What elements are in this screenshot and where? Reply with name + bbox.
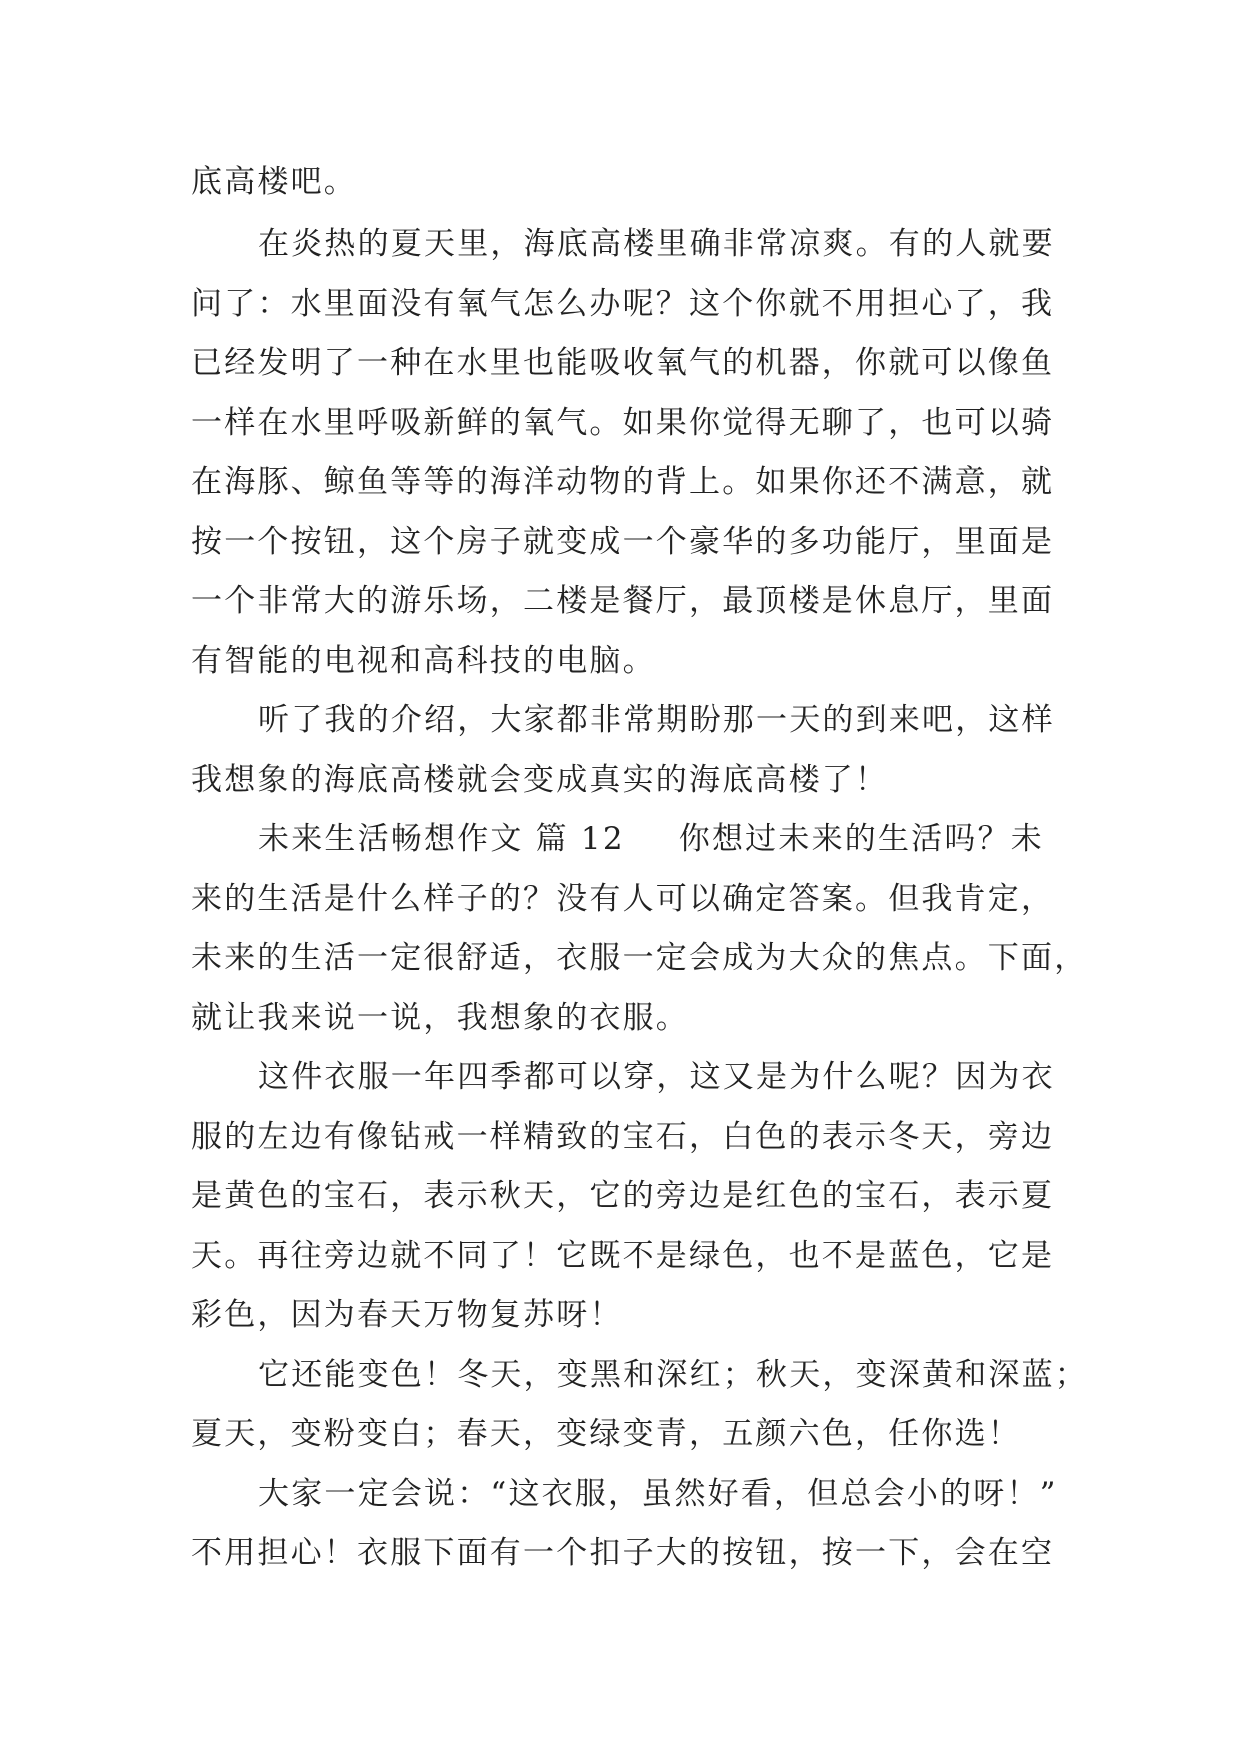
paragraph-first-line: 大家一定会说：“这衣服，虽然好看，但总会小的呀！”	[258, 1476, 1058, 1512]
text-line: 按一个按钮，这个房子就变成一个豪华的多功能厅，里面是	[191, 524, 1055, 560]
text-line: 就让我来说一说，我想象的衣服。	[191, 1000, 689, 1036]
text-line: 是黄色的宝石，表示秋天，它的旁边是红色的宝石，表示夏	[191, 1178, 1055, 1214]
text-line: 夏天，变粉变白；春天，变绿变青，五颜六色，任你选！	[191, 1416, 1021, 1452]
text-line: 未来的生活一定很舒适，衣服一定会成为大众的焦点。下面，	[191, 940, 1088, 976]
text-line: 已经发明了一种在水里也能吸收氧气的机器，你就可以像鱼	[191, 345, 1055, 381]
paragraph-first-segment: 你想过未来的生活吗？未	[678, 821, 1044, 857]
text-line: 底高楼吧。	[191, 164, 357, 200]
text-line: 我想象的海底高楼就会变成真实的海底高楼了！	[191, 762, 889, 798]
text-line: 在海豚、鲸鱼等等的海洋动物的背上。如果你还不满意，就	[191, 464, 1055, 500]
text-line: 彩色，因为春天万物复苏呀！	[191, 1297, 623, 1333]
section-heading-line	[258, 819, 1044, 859]
text-line: 天。再往旁边就不同了！它既不是绿色，也不是蓝色，它是	[191, 1238, 1055, 1274]
text-line: 一样在水里呼吸新鲜的氧气。如果你觉得无聊了，也可以骑	[191, 405, 1055, 441]
text-line: 一个非常大的游乐场，二楼是餐厅，最顶楼是休息厅，里面	[191, 583, 1055, 619]
text-line: 问了：水里面没有氧气怎么办呢？这个你就不用担心了，我	[191, 286, 1055, 322]
paragraph-first-line: 它还能变色！冬天，变黑和深红；秋天，变深黄和深蓝；	[258, 1357, 1088, 1393]
section-heading: 未来生活畅想作文 篇 12	[258, 821, 625, 857]
text-line: 服的左边有像钻戒一样精致的宝石，白色的表示冬天，旁边	[191, 1119, 1055, 1155]
text-line: 有智能的电视和高科技的电脑。	[191, 643, 656, 679]
paragraph-first-line: 在炎热的夏天里，海底高楼里确非常凉爽。有的人就要	[258, 226, 1055, 262]
text-line: 来的生活是什么样子的？没有人可以确定答案。但我肯定，	[191, 881, 1055, 917]
text-line: 不用担心！衣服下面有一个扣子大的按钮，按一下，会在空	[191, 1535, 1055, 1571]
paragraph-first-line: 这件衣服一年四季都可以穿，这又是为什么呢？因为衣	[258, 1059, 1055, 1095]
paragraph-first-line: 听了我的介绍，大家都非常期盼那一天的到来吧，这样	[258, 702, 1055, 738]
